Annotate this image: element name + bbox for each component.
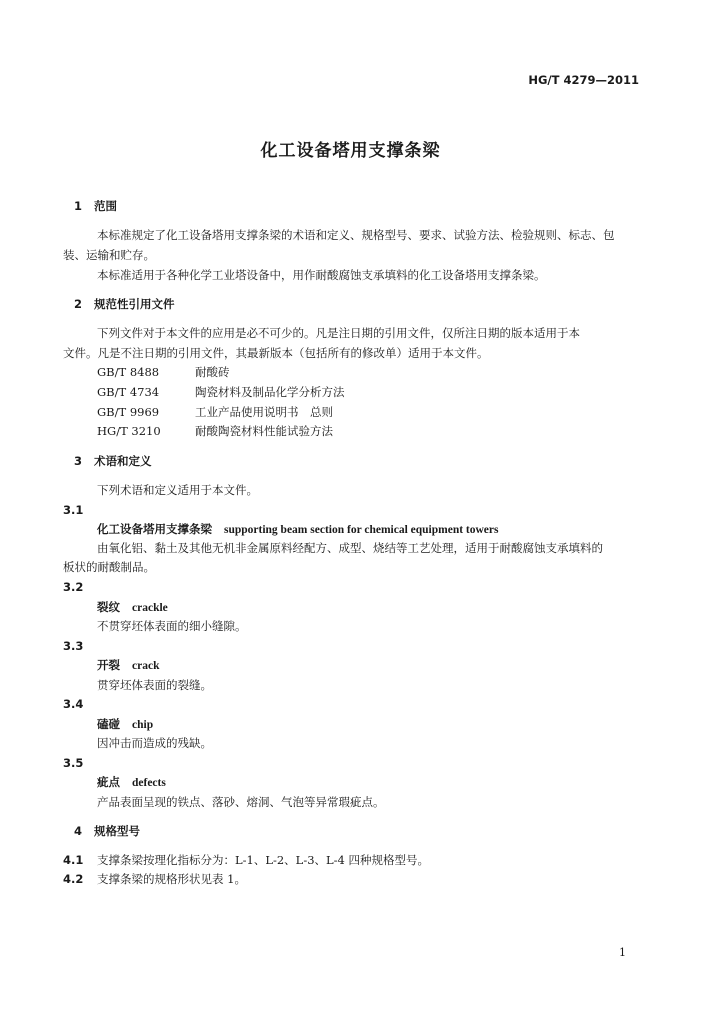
term-name-en: chip: [132, 719, 154, 731]
clause-item: [63, 851, 429, 871]
reference-title: 陶瓷材料及制品化学分析方法: [195, 385, 345, 399]
clause-text: 支撑条梁的规格形状见表 1。: [97, 872, 246, 886]
term-definition: 不贯穿坯体表面的细小缝隙。: [97, 619, 247, 633]
reference-code: GB/T 8488: [97, 365, 160, 379]
reference-code: HG/T 3210: [97, 424, 161, 438]
clause-text: 支撑条梁按理化指标分为：L-1、L-2、L-3、L-4 四种规格型号。: [97, 853, 430, 867]
paragraph-line: 本标准适用于各种化学工业塔设备中，用作耐酸腐蚀支承填料的化工设备塔用支撑条梁。: [97, 268, 546, 282]
reference-item: [97, 422, 333, 442]
reference-title: 耐酸陶瓷材料性能试验方法: [195, 424, 333, 438]
term-name-cn: 磕碰: [97, 717, 120, 731]
page-number: 1: [619, 946, 626, 959]
term-number: 3.1: [63, 503, 84, 517]
term-entry: [97, 521, 499, 537]
standard-code: HG/T 4279—2011: [528, 73, 639, 87]
paragraph-line: 文件。凡是不注日期的引用文件，其最新版本（包括所有的修改单）适用于本文件。: [63, 346, 489, 360]
term-entry: [97, 774, 166, 790]
reference-title: 工业产品使用说明书 总则: [195, 405, 333, 419]
term-name-en: defects: [132, 777, 166, 789]
term-definition: 产品表面呈现的铁点、落砂、熔洞、气泡等异常瑕疵点。: [97, 795, 385, 809]
term-definition: 因冲击而造成的残缺。: [97, 736, 212, 750]
term-name-cn: 裂纹: [97, 600, 120, 614]
term-definition: 由氧化铝、黏土及其他无机非金属原料经配方、成型、烧结等工艺处理，适用于耐酸腐蚀支承填料的: [97, 541, 603, 555]
term-name-en: crackle: [132, 602, 168, 614]
paragraph-line: 下列术语和定义适用于本文件。: [97, 483, 258, 497]
term-name-en: supporting beam section for chemical equipment towers: [224, 524, 499, 536]
term-name-en: crack: [132, 660, 160, 672]
paragraph-line: 装、运输和贮存。: [63, 248, 155, 262]
clause-item: [63, 870, 246, 890]
term-number: 3.3: [63, 639, 84, 653]
section-number: 4: [74, 824, 83, 838]
section-title: 术语和定义: [94, 454, 152, 468]
section-title: 规格型号: [94, 824, 140, 838]
term-name-cn: 化工设备塔用支撑条梁: [97, 522, 212, 536]
term-name-cn: 开裂: [97, 658, 120, 672]
document-title: 化工设备塔用支撑条梁: [260, 141, 441, 161]
paragraph-line: 下列文件对于本文件的应用是必不可少的。凡是注日期的引用文件，仅所注日期的版本适用于本: [97, 326, 580, 340]
term-entry: [97, 657, 159, 673]
term-number: 3.2: [63, 580, 84, 594]
term-entry: [97, 599, 168, 615]
reference-item: [97, 403, 333, 423]
reference-code: GB/T 4734: [97, 385, 160, 399]
section-title: 规范性引用文件: [94, 297, 175, 311]
clause-number: 4.2: [63, 872, 84, 886]
section-heading-terms-definitions: [74, 453, 152, 469]
term-name-cn: 疵点: [97, 775, 120, 789]
term-definition: 板状的耐酸制品。: [63, 560, 155, 574]
term-entry: [97, 716, 153, 732]
section-number: 3: [74, 454, 83, 468]
section-number: 2: [74, 297, 83, 311]
section-number: 1: [74, 199, 83, 213]
term-number: 3.4: [63, 697, 84, 711]
reference-item: [97, 363, 230, 383]
paragraph-line: 本标准规定了化工设备塔用支撑条梁的术语和定义、规格型号、要求、试验方法、检验规则、标志、包: [97, 228, 615, 242]
section-title: 范围: [94, 199, 117, 213]
term-number: 3.5: [63, 756, 84, 770]
reference-code: GB/T 9969: [97, 405, 160, 419]
reference-item: [97, 383, 345, 403]
section-heading-normative-references: [74, 296, 175, 312]
section-heading-specifications: [74, 823, 140, 839]
term-definition: 贯穿坯体表面的裂缝。: [97, 678, 212, 692]
reference-title: 耐酸砖: [195, 365, 230, 379]
clause-number: 4.1: [63, 853, 84, 867]
section-heading-scope: [74, 198, 117, 214]
